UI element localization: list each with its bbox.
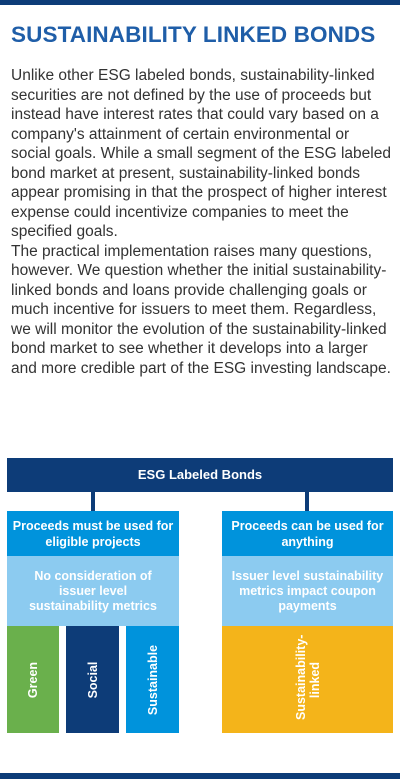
social-bar [66, 626, 119, 733]
top-accent-bar [0, 0, 400, 5]
page-title: SUSTAINABILITY LINKED BONDS [11, 22, 376, 47]
diagram-root-box: ESG Labeled Bonds [7, 458, 393, 492]
left-connector [91, 492, 95, 511]
bottom-accent-bar [0, 773, 400, 779]
right-consideration-box: Issuer level sustainability metrics impact coupon payments [222, 556, 393, 626]
body-text [11, 66, 393, 378]
right-proceeds-box: Proceeds can be used for anything [222, 511, 393, 556]
green-bar-label: Green [26, 661, 40, 698]
social-bar-label: Social [85, 661, 100, 698]
sustainable-bar [126, 626, 179, 733]
body-paragraph-2: The practical implementation raises many questions, however. We question whether the initial sustainability-linked bonds and loans provide challenging goals or much incentive for issuers to meet them. Regardless, we will monitor the evolution of the sustainability-linked bond market to see whether it develops into a larger and more credible part of the ESG investing landscape. [11, 242, 391, 377]
body-paragraph-1: Unlike other ESG labeled bonds, sustainability-linked securities are not defined by the use of proceeds but instead have interest rates that could vary based on a company's attainment of certain environmental or social goals. While a small segment of the ESG labeled bond market at present, sustainability-linked bonds appear promising in that the prospect of higher interest expense could incentivize companies to meet the specified goals. [11, 67, 391, 240]
sustainable-bar-label: Sustainable [145, 644, 160, 715]
green-bar [7, 626, 59, 733]
left-proceeds-box: Proceeds must be used for eligible projects [7, 511, 179, 556]
sustainability-linked-bar-label: Sustainability-linked [293, 634, 322, 720]
left-consideration-box: No consideration of issuer level sustainability metrics [7, 556, 179, 626]
sustainability-linked-bar [222, 626, 393, 733]
right-connector [305, 492, 309, 511]
